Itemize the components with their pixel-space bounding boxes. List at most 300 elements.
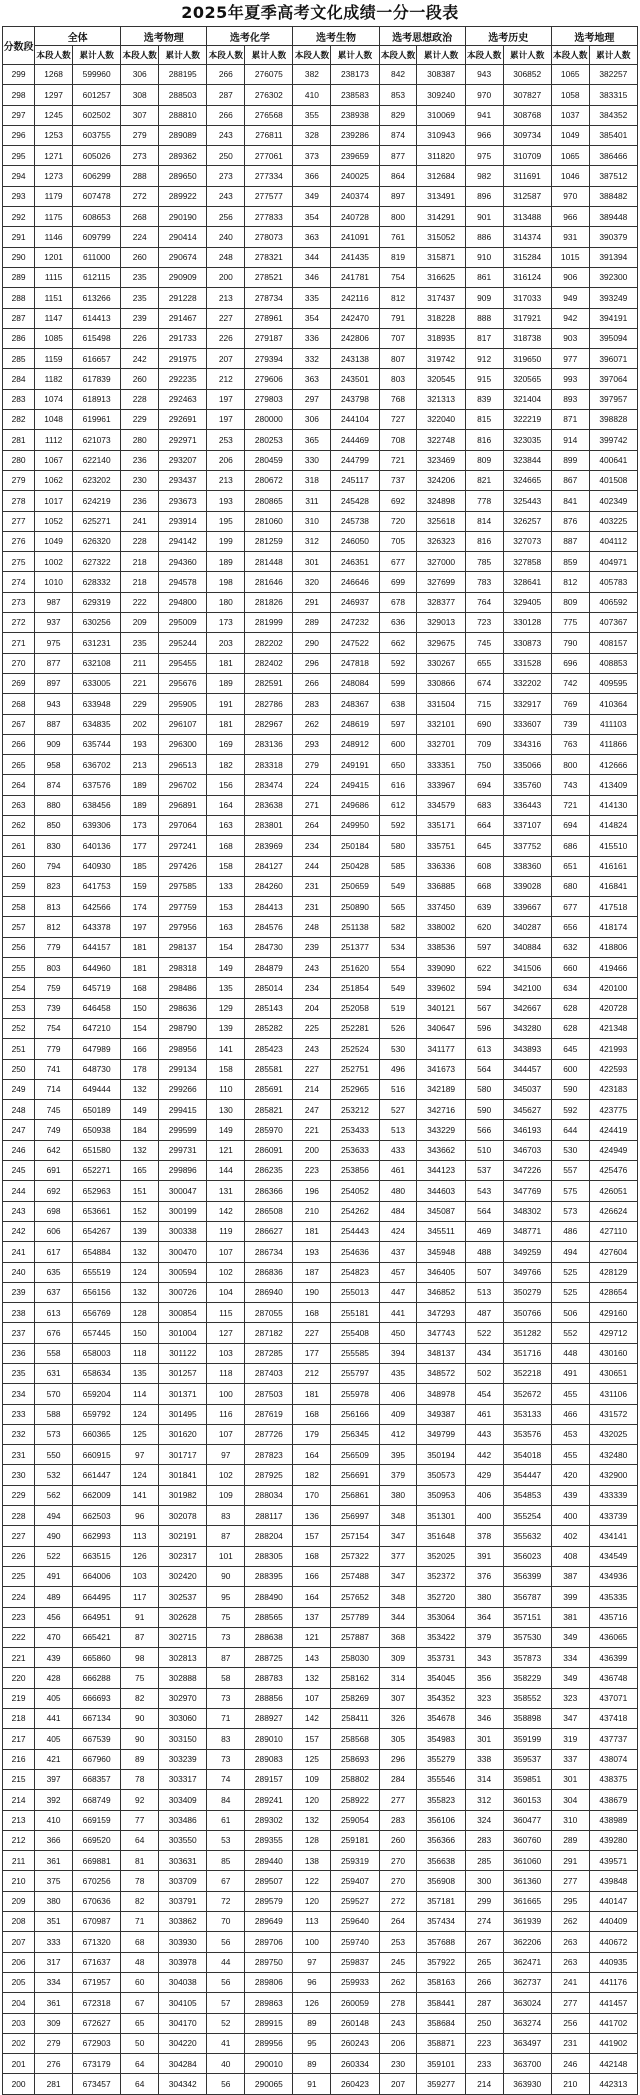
- table-row: [3, 755, 638, 775]
- count-cell: 127: [207, 1323, 245, 1343]
- cumulative-cell: 628332: [73, 572, 121, 592]
- cumulative-cell: 360760: [503, 1830, 551, 1850]
- count-cell: 245: [379, 1952, 417, 1972]
- count-cell: 876: [551, 511, 589, 531]
- cumulative-cell: 358684: [417, 2013, 465, 2033]
- score-cell: 255: [3, 958, 35, 978]
- count-cell: 409: [379, 1404, 417, 1424]
- count-cell: 1052: [35, 511, 73, 531]
- count-cell: 181: [207, 653, 245, 673]
- count-cell: 377: [379, 1546, 417, 1566]
- count-cell: 809: [551, 592, 589, 612]
- score-cell: 278: [3, 491, 35, 511]
- cumulative-cell: 303150: [159, 1729, 207, 1749]
- count-cell: 631: [35, 1364, 73, 1384]
- table-row: [3, 1851, 638, 1871]
- cumulative-cell: 359537: [503, 1749, 551, 1769]
- count-cell: 761: [379, 227, 417, 247]
- count-cell: 92: [121, 1790, 159, 1810]
- cumulative-cell: 360477: [503, 1810, 551, 1830]
- count-cell: 437: [379, 1242, 417, 1262]
- count-cell: 606: [35, 1221, 73, 1241]
- table-row: [3, 531, 638, 551]
- count-cell: 301: [465, 1729, 503, 1749]
- cumulative-cell: 300199: [159, 1201, 207, 1221]
- cumulative-cell: 389448: [589, 207, 637, 227]
- count-cell: 363: [293, 369, 331, 389]
- count-cell: 242: [121, 349, 159, 369]
- count-cell: 721: [379, 450, 417, 470]
- count-cell: 677: [379, 552, 417, 572]
- cumulative-cell: 420728: [589, 998, 637, 1018]
- group-header-physics: 选考物理: [121, 27, 207, 46]
- table-row: [3, 166, 638, 186]
- cumulative-cell: 356399: [503, 1566, 551, 1586]
- table-row: [3, 1566, 638, 1586]
- cumulative-cell: 672318: [73, 1993, 121, 2013]
- count-cell: 617: [35, 1242, 73, 1262]
- cumulative-cell: 282591: [245, 673, 293, 693]
- score-cell: 222: [3, 1627, 35, 1647]
- count-cell: 966: [465, 125, 503, 145]
- count-cell: 107: [207, 1424, 245, 1444]
- cumulative-cell: 255181: [331, 1303, 379, 1323]
- cumulative-cell: 253633: [331, 1140, 379, 1160]
- count-cell: 692: [35, 1181, 73, 1201]
- count-cell: 768: [379, 389, 417, 409]
- cumulative-cell: 431106: [589, 1384, 637, 1404]
- cumulative-cell: 287925: [245, 1465, 293, 1485]
- count-cell: 391: [465, 1546, 503, 1566]
- cumulative-cell: 665860: [73, 1648, 121, 1668]
- cumulative-cell: 349387: [417, 1404, 465, 1424]
- count-cell: 91: [293, 2074, 331, 2094]
- count-cell: 206: [379, 2033, 417, 2053]
- count-cell: 168: [293, 1404, 331, 1424]
- count-cell: 64: [121, 1830, 159, 1850]
- score-cell: 201: [3, 2054, 35, 2074]
- count-cell: 71: [207, 1709, 245, 1729]
- cumulative-cell: 351716: [503, 1343, 551, 1363]
- count-cell: 72: [207, 1891, 245, 1911]
- count-cell: 526: [379, 1018, 417, 1038]
- cumulative-cell: 301841: [159, 1465, 207, 1485]
- count-cell: 109: [207, 1485, 245, 1505]
- count-cell: 817: [465, 328, 503, 348]
- count-cell: 277: [551, 1871, 589, 1891]
- cumulative-cell: 633005: [73, 673, 121, 693]
- cumulative-cell: 302813: [159, 1648, 207, 1668]
- count-cell: 469: [465, 1221, 503, 1241]
- count-cell: 156: [207, 775, 245, 795]
- count-cell: 439: [551, 1485, 589, 1505]
- count-cell: 987: [35, 592, 73, 612]
- count-cell: 721: [551, 795, 589, 815]
- count-cell: 64: [121, 2054, 159, 2074]
- count-cell: 48: [121, 1952, 159, 1972]
- cumulative-cell: 640930: [73, 856, 121, 876]
- count-cell: 993: [551, 369, 589, 389]
- count-cell: 600: [551, 1059, 589, 1079]
- count-cell: 594: [465, 978, 503, 998]
- cumulative-cell: 658003: [73, 1343, 121, 1363]
- table-row: [3, 227, 638, 247]
- count-cell: 699: [379, 572, 417, 592]
- table-row: [3, 714, 638, 734]
- count-cell: 470: [35, 1627, 73, 1647]
- cumulative-cell: 296891: [159, 795, 207, 815]
- table-row: [3, 1242, 638, 1262]
- cumulative-cell: 429160: [589, 1303, 637, 1323]
- count-cell: 103: [207, 1343, 245, 1363]
- count-cell: 207: [207, 349, 245, 369]
- count-cell: 1065: [551, 65, 589, 85]
- cumulative-cell: 653661: [73, 1201, 121, 1221]
- cumulative-cell: 354983: [417, 1729, 465, 1749]
- count-cell: 812: [379, 288, 417, 308]
- table-row: [3, 1303, 638, 1323]
- cumulative-cell: 355546: [417, 1769, 465, 1789]
- cumulative-cell: 252281: [331, 1018, 379, 1038]
- count-cell: 399: [551, 1587, 589, 1607]
- count-cell: 124: [121, 1465, 159, 1485]
- count-cell: 1268: [35, 65, 73, 85]
- count-cell: 235: [121, 267, 159, 287]
- count-cell: 754: [35, 1018, 73, 1038]
- count-cell: 496: [379, 1059, 417, 1079]
- count-cell: 406: [379, 1384, 417, 1404]
- table-row: [3, 65, 638, 85]
- cumulative-cell: 362737: [503, 1972, 551, 1992]
- table-row: [3, 125, 638, 145]
- table-row: [3, 1749, 638, 1769]
- cumulative-cell: 427110: [589, 1221, 637, 1241]
- table-row: [3, 1587, 638, 1607]
- count-cell: 645: [551, 1039, 589, 1059]
- count-cell: 50: [121, 2033, 159, 2053]
- cumulative-cell: 347769: [503, 1181, 551, 1201]
- count-cell: 196: [293, 1181, 331, 1201]
- count-cell: 1182: [35, 369, 73, 389]
- count-cell: 290: [293, 633, 331, 653]
- cumulative-cell: 258693: [331, 1749, 379, 1769]
- cumulative-cell: 618913: [73, 389, 121, 409]
- cumulative-cell: 605026: [73, 146, 121, 166]
- count-cell: 1179: [35, 186, 73, 206]
- cumulative-cell: 300594: [159, 1262, 207, 1282]
- count-cell: 279: [35, 2033, 73, 2053]
- cumulative-cell: 646458: [73, 998, 121, 1018]
- count-cell: 1147: [35, 308, 73, 328]
- cumulative-cell: 421993: [589, 1039, 637, 1059]
- cumulative-cell: 397064: [589, 369, 637, 389]
- count-cell: 40: [207, 2054, 245, 2074]
- cumulative-cell: 355823: [417, 1790, 465, 1810]
- cumulative-cell: 292691: [159, 410, 207, 430]
- count-cell: 373: [293, 146, 331, 166]
- count-cell: 226: [121, 328, 159, 348]
- table-row: [3, 815, 638, 835]
- count-cell: 191: [207, 694, 245, 714]
- cumulative-cell: 260243: [331, 2033, 379, 2053]
- count-cell: 244: [293, 856, 331, 876]
- header-group-row: [3, 27, 638, 46]
- count-cell: 297: [293, 389, 331, 409]
- count-cell: 557: [551, 1161, 589, 1181]
- cumulative-cell: 247818: [331, 653, 379, 673]
- cumulative-cell: 434141: [589, 1526, 637, 1546]
- count-cell: 428: [35, 1668, 73, 1688]
- count-cell: 164: [207, 795, 245, 815]
- cumulative-cell: 289750: [245, 1952, 293, 1972]
- cumulative-cell: 259740: [331, 1932, 379, 1952]
- count-cell: 608: [465, 856, 503, 876]
- cumulative-cell: 347226: [503, 1161, 551, 1181]
- cumulative-cell: 624219: [73, 491, 121, 511]
- count-cell: 739: [551, 714, 589, 734]
- cumulative-cell: 432480: [589, 1445, 637, 1465]
- cumulative-cell: 278734: [245, 288, 293, 308]
- table-row: [3, 2054, 638, 2074]
- count-cell: 227: [293, 1059, 331, 1079]
- cumulative-cell: 363700: [503, 2054, 551, 2074]
- cumulative-cell: 414824: [589, 815, 637, 835]
- count-cell: 507: [465, 1262, 503, 1282]
- score-cell: 252: [3, 1018, 35, 1038]
- count-cell: 344: [379, 1607, 417, 1627]
- cumulative-cell: 352025: [417, 1546, 465, 1566]
- cumulative-cell: 356787: [503, 1587, 551, 1607]
- cumulative-cell: 247522: [331, 633, 379, 653]
- count-cell: 67: [207, 1871, 245, 1891]
- count-cell: 455: [551, 1445, 589, 1465]
- score-cell: 282: [3, 410, 35, 430]
- count-cell: 82: [121, 1891, 159, 1911]
- count-cell: 97: [293, 1952, 331, 1972]
- count-cell: 707: [379, 328, 417, 348]
- cumulative-cell: 254443: [331, 1221, 379, 1241]
- cumulative-cell: 301371: [159, 1384, 207, 1404]
- table-row: [3, 430, 638, 450]
- count-cell: 109: [293, 1769, 331, 1789]
- cumulative-cell: 313488: [503, 207, 551, 227]
- cumulative-cell: 348572: [417, 1364, 465, 1384]
- cumulative-cell: 239659: [331, 146, 379, 166]
- cumulative-cell: 346852: [417, 1282, 465, 1302]
- count-cell: 874: [35, 775, 73, 795]
- cumulative-cell: 619961: [73, 410, 121, 430]
- count-cell: 823: [35, 876, 73, 896]
- cumulative-cell: 342100: [503, 978, 551, 998]
- count-cell: 181: [293, 1384, 331, 1404]
- table-row: [3, 105, 638, 125]
- count-cell: 564: [465, 1201, 503, 1221]
- count-cell: 279: [293, 755, 331, 775]
- score-cell: 270: [3, 653, 35, 673]
- cumulative-cell: 302537: [159, 1587, 207, 1607]
- table-row: [3, 247, 638, 267]
- cumulative-cell: 309240: [417, 85, 465, 105]
- count-cell: 110: [207, 1079, 245, 1099]
- score-cell: 265: [3, 755, 35, 775]
- cumulative-cell: 441457: [589, 1993, 637, 2013]
- count-cell: 628: [551, 1018, 589, 1038]
- table-row: [3, 876, 638, 896]
- cumulative-cell: 238938: [331, 105, 379, 125]
- count-cell: 519: [379, 998, 417, 1018]
- cumulative-cell: 382257: [589, 65, 637, 85]
- cumulative-cell: 290010: [245, 2054, 293, 2074]
- count-cell: 264: [379, 1912, 417, 1932]
- cumulative-cell: 346703: [503, 1140, 551, 1160]
- table-row: [3, 978, 638, 998]
- cumulative-cell: 288490: [245, 1587, 293, 1607]
- cumulative-cell: 606299: [73, 166, 121, 186]
- count-cell: 323: [465, 1688, 503, 1708]
- count-cell: 168: [293, 1303, 331, 1323]
- cumulative-cell: 289650: [159, 166, 207, 186]
- count-cell: 429: [465, 1465, 503, 1485]
- count-cell: 344: [293, 247, 331, 267]
- count-cell: 565: [379, 897, 417, 917]
- count-cell: 230: [121, 470, 159, 490]
- count-cell: 656: [551, 917, 589, 937]
- count-cell: 68: [121, 1932, 159, 1952]
- table-row: [3, 1485, 638, 1505]
- count-cell: 107: [293, 1688, 331, 1708]
- cumulative-cell: 304038: [159, 1972, 207, 1992]
- score-cell: 241: [3, 1242, 35, 1262]
- cumulative-cell: 293207: [159, 450, 207, 470]
- count-cell: 243: [293, 958, 331, 978]
- count-cell: 126: [121, 1546, 159, 1566]
- cumulative-cell: 277334: [245, 166, 293, 186]
- cumulative-cell: 652963: [73, 1181, 121, 1201]
- cumulative-cell: 284730: [245, 937, 293, 957]
- count-cell: 71: [121, 1912, 159, 1932]
- count-cell: 133: [207, 876, 245, 896]
- table-row: [3, 1993, 638, 2013]
- table-row: [3, 1972, 638, 1992]
- cumulative-cell: 354853: [503, 1485, 551, 1505]
- cumulative-cell: 301257: [159, 1364, 207, 1384]
- cumulative-cell: 321404: [503, 389, 551, 409]
- count-cell: 596: [465, 1018, 503, 1038]
- count-cell: 380: [35, 1891, 73, 1911]
- table-row: [3, 1404, 638, 1424]
- count-cell: 723: [465, 613, 503, 633]
- count-cell: 273: [207, 166, 245, 186]
- sub-header-count: 本段人数: [465, 46, 503, 65]
- cumulative-cell: 384352: [589, 105, 637, 125]
- count-cell: 1074: [35, 389, 73, 409]
- count-cell: 278: [379, 1993, 417, 2013]
- table-row: [3, 1769, 638, 1789]
- count-cell: 816: [465, 531, 503, 551]
- score-cell: 219: [3, 1688, 35, 1708]
- score-cell: 284: [3, 369, 35, 389]
- cumulative-cell: 289922: [159, 186, 207, 206]
- count-cell: 794: [35, 856, 73, 876]
- count-cell: 549: [379, 978, 417, 998]
- count-cell: 157: [293, 1729, 331, 1749]
- score-cell: 288: [3, 288, 35, 308]
- cumulative-cell: 257154: [331, 1526, 379, 1546]
- cumulative-cell: 603755: [73, 125, 121, 145]
- cumulative-cell: 296702: [159, 775, 207, 795]
- cumulative-cell: 348978: [417, 1384, 465, 1404]
- cumulative-cell: 354045: [417, 1668, 465, 1688]
- count-cell: 564: [465, 1059, 503, 1079]
- cumulative-cell: 347293: [417, 1303, 465, 1323]
- cumulative-cell: 440147: [589, 1891, 637, 1911]
- count-cell: 180: [207, 592, 245, 612]
- count-cell: 335: [293, 288, 331, 308]
- cumulative-cell: 333607: [503, 714, 551, 734]
- cumulative-cell: 343662: [417, 1140, 465, 1160]
- cumulative-cell: 277061: [245, 146, 293, 166]
- cumulative-cell: 283638: [245, 795, 293, 815]
- sub-header-cumulative: 累计人数: [331, 46, 379, 65]
- count-cell: 266: [207, 105, 245, 125]
- cumulative-cell: 310709: [503, 146, 551, 166]
- cumulative-cell: 260334: [331, 2054, 379, 2074]
- count-cell: 510: [465, 1140, 503, 1160]
- count-cell: 218: [121, 572, 159, 592]
- count-cell: 708: [379, 430, 417, 450]
- count-cell: 678: [379, 592, 417, 612]
- score-cell: 279: [3, 470, 35, 490]
- count-cell: 570: [35, 1384, 73, 1404]
- count-cell: 224: [121, 227, 159, 247]
- cumulative-cell: 356023: [503, 1546, 551, 1566]
- count-cell: 363: [293, 227, 331, 247]
- cumulative-cell: 287823: [245, 1445, 293, 1465]
- sub-header-cumulative: 累计人数: [503, 46, 551, 65]
- score-cell: 267: [3, 714, 35, 734]
- count-cell: 213: [207, 288, 245, 308]
- count-cell: 379: [465, 1627, 503, 1647]
- count-cell: 874: [379, 125, 417, 145]
- count-cell: 218: [121, 552, 159, 572]
- count-cell: 943: [35, 694, 73, 714]
- count-cell: 181: [121, 958, 159, 978]
- sub-header-cumulative: 累计人数: [159, 46, 207, 65]
- cumulative-cell: 387512: [589, 166, 637, 186]
- count-cell: 304: [551, 1790, 589, 1810]
- count-cell: 120: [293, 1790, 331, 1810]
- cumulative-cell: 286508: [245, 1201, 293, 1221]
- cumulative-cell: 363497: [503, 2033, 551, 2053]
- table-row: [3, 1059, 638, 1079]
- cumulative-cell: 668749: [73, 1790, 121, 1810]
- score-cell: 254: [3, 978, 35, 998]
- cumulative-cell: 241091: [331, 227, 379, 247]
- cumulative-cell: 288195: [159, 65, 207, 85]
- cumulative-cell: 416161: [589, 856, 637, 876]
- count-cell: 1085: [35, 328, 73, 348]
- count-cell: 910: [465, 247, 503, 267]
- cumulative-cell: 254636: [331, 1242, 379, 1262]
- table-row: [3, 1952, 638, 1972]
- score-cell: 257: [3, 917, 35, 937]
- cumulative-cell: 669520: [73, 1830, 121, 1850]
- score-cell: 263: [3, 795, 35, 815]
- count-cell: 44: [207, 1952, 245, 1972]
- score-cell: 204: [3, 1993, 35, 2013]
- count-cell: 424: [379, 1221, 417, 1241]
- cumulative-cell: 669881: [73, 1851, 121, 1871]
